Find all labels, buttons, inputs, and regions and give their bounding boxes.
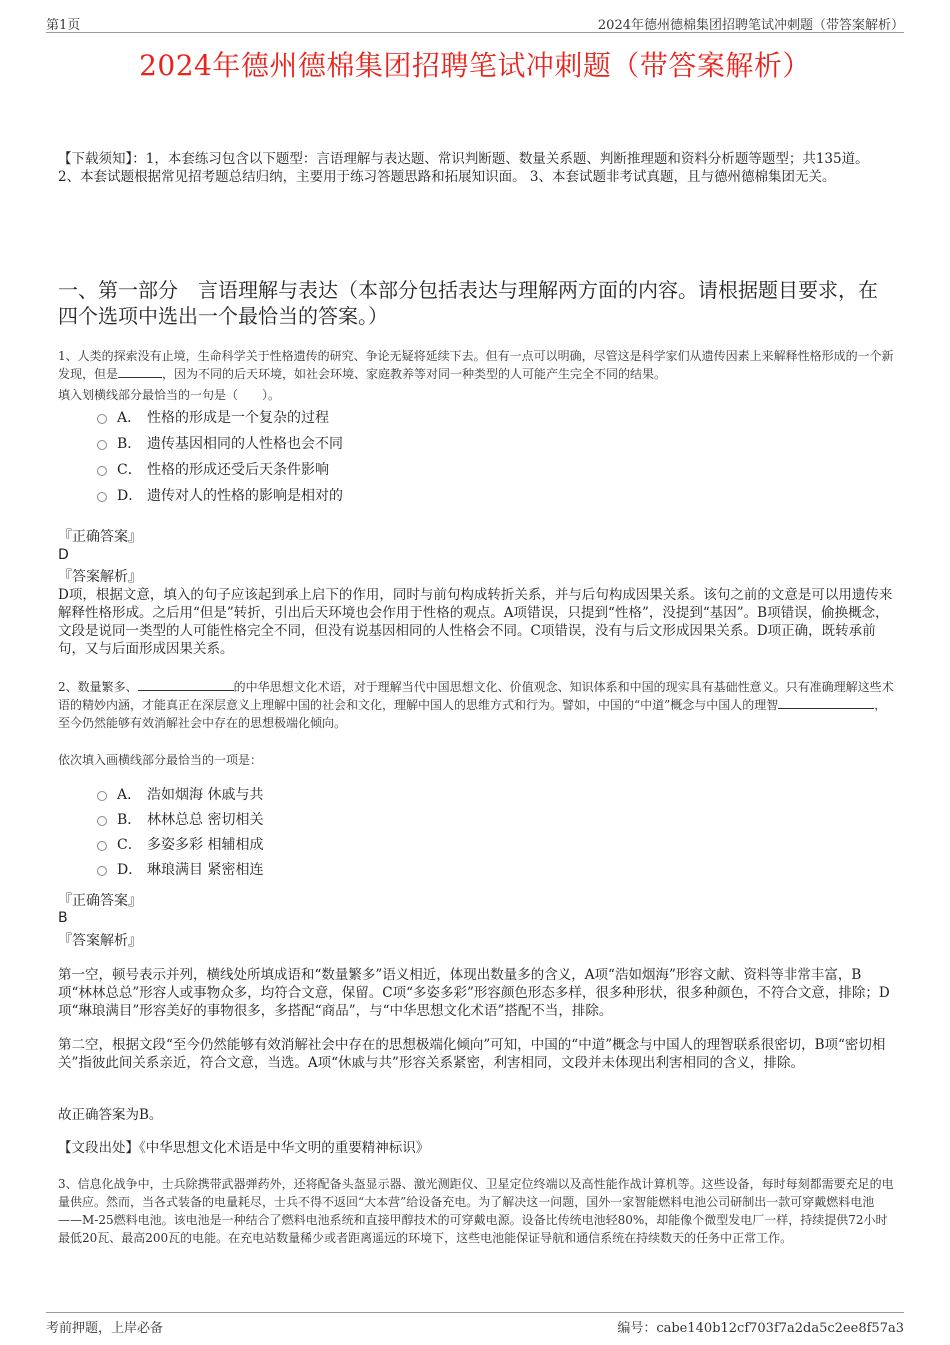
answer-conclusion: 故正确答案为B。 (58, 1107, 163, 1123)
document-title: 2024年德州德棉集团招聘笔试冲刺题（带答案解析） (139, 49, 811, 82)
correct-answer-label: 『正确答案』 (58, 529, 142, 545)
question-3-stem: 3、信息化战争中，士兵除携带武器弹药外，还将配备头盔显示器、激光测距仪、卫星定位终端以及高性能作战计算机等。这些设备，每时每刻都需要充足的电量供应。然而，当各式装备的电量耗尽，士兵不得不返回“大本营”给设备充电。为了解决这一问题，国外一家智能燃料电池公司研制出一款可穿戴燃料电池——M-25燃料电池。该电池是一种结合了燃料电池系统和直接甲醇技术的可穿戴电源。设备比传统电池轻80%，却能像个微型发电厂一样，持续提供72小时最低20瓦、最高200瓦的电能。在充电站数量稀少或者距离遥远的环境下，这些电池能保证导航和通信系统在持续数天的任务中正常工作。 (58, 1177, 894, 1245)
header-doc-title: 2024年德州德棉集团招聘笔试冲刺题（带答案解析） (597, 18, 904, 33)
radio-button-icon[interactable] (97, 414, 107, 424)
question-2-prompt: 依次填入画横线部分最恰当的一项是： (58, 753, 263, 767)
radio-button-icon[interactable] (97, 791, 107, 801)
analysis-label: 『答案解析』 (58, 569, 142, 585)
page-header (46, 12, 904, 33)
section-heading: 一、第一部分 言语理解与表达（本部分包括表达与理解两方面的内容。请根据题目要求，在四个选项中选出一个最恰当的答案。） (58, 278, 878, 328)
radio-button-icon[interactable] (97, 866, 107, 876)
answer-analysis-part-2: 第二空，根据文段“至今仍然能够有效消解社会中存在的思想极端化倾向”可知，中国的“中道”概念与中国人的理智联系很密切，B项“密切相关”指彼此间关系亲近，符合文意，当选。A项“休戚与共”形容关系紧密，利害相同，文段并未体现出利害相同的含义，排除。 (58, 1037, 886, 1071)
radio-button-icon[interactable] (97, 816, 107, 826)
option-d[interactable]: D． 琳琅满目 紧密相连 (97, 858, 263, 883)
answer-blank (778, 696, 874, 709)
question-1-options (97, 405, 343, 509)
option-a[interactable]: A． 性格的形成是一个复杂的过程 (97, 405, 343, 431)
question-1-stem: 1、人类的探索没有止境，生命科学关于性格遗传的研究、争论无疑将延续下去。但有一点可以明确，尽管这是科学家们从遗传因素上来解释性格形成的一个新发现，但是 ，因为不同的后天环境，如社会环境、家庭教养等对同一种类型的人可能产生完全不同的结果。 (58, 349, 894, 381)
correct-answer-label: 『正确答案』 (58, 893, 142, 909)
option-d[interactable]: D． 遗传对人的性格的影响是相对的 (97, 483, 343, 509)
radio-button-icon[interactable] (97, 492, 107, 502)
radio-button-icon[interactable] (97, 466, 107, 476)
answer-analysis: D项，根据文意，填入的句子应该起到承上启下的作用，同时与前句构成转折关系，并与后句构成因果关系。该句之前的文意是可以用遗传来解释性格形成。之后用“但是”转折，引出后天环境也会作用于性格的观点。A项错误，只提到“性格”，没提到“基因”。B项错误，偷换概念，文段是说同一类型的人可能性格完全不同，但没有说基因相同的人性格会不同。C项错误，没有与后文形成因果关系。D项正确，既转承前句，又与后面形成因果关系。 (58, 587, 893, 657)
option-b[interactable]: B． 林林总总 密切相关 (97, 808, 263, 833)
footer-slogan: 考前押题，上岸必备 (46, 1321, 164, 1336)
correct-answer: B (58, 910, 68, 926)
option-c[interactable]: C． 性格的形成还受后天条件影响 (97, 457, 343, 483)
document-id: 编号：cabe140b12cf703f7a2da5c2ee8f57a3 (617, 1321, 904, 1336)
answer-blank (138, 678, 234, 691)
question-2-options (97, 783, 263, 883)
correct-answer: D (58, 547, 69, 563)
radio-button-icon[interactable] (97, 841, 107, 851)
passage-source: 【文段出处】《中华思想文化术语是中华文明的重要精神标识》 (58, 1140, 430, 1156)
page-number: 第1页 (46, 18, 81, 33)
radio-button-icon[interactable] (97, 440, 107, 450)
download-notice: 【下载须知】：1，本套练习包含以下题型：言语理解与表达题、常识判断题、数量关系题、判断推理题和资料分析题等题型；共135道。 2、本套试题根据常见招考题总结归纳，主要用于练习答题思路和拓展知识面。 3、本套试题非考试真题，且与德州德棉集团无关。 (58, 151, 869, 185)
answer-blank (118, 365, 162, 378)
option-b[interactable]: B． 遗传基因相同的人性格也会不同 (97, 431, 343, 457)
question-2-stem: 2、数量繁多、 的中华思想文化术语，对于理解当代中国思想文化、价值观念、知识体系和中国的现实具有基础性意义。只有准确理解这些术语的精妙内涵，才能真正在深层意义上理解中国的社会和文化，理解中国人的思维方式和行为。譬如，中国的“中道”概念与中国人的理智 ，至今仍然能够有效消解社会中存在的思想极端化倾向。 (58, 680, 894, 730)
answer-analysis-part-1: 第一空，顿号表示并列，横线处所填成语和“数量繁多”语义相近，体现出数量多的含义，A项“浩如烟海”形容文献、资料等非常丰富，B项“林林总总”形容人或事物众多，均符合文意，保留。C项“多姿多彩”形容颜色形态多样，很多种形状，很多种颜色，不符合文意，排除；D项“琳琅满目”形容美好的事物很多，多搭配“商品”，与“中华思想文化术语”搭配不当，排除。 (58, 967, 890, 1019)
analysis-label: 『答案解析』 (58, 933, 142, 949)
option-a[interactable]: A． 浩如烟海 休戚与共 (97, 783, 263, 808)
option-c[interactable]: C． 多姿多彩 相辅相成 (97, 833, 263, 858)
question-1-prompt: 填入划横线部分最恰当的一句是（ ）。 (58, 388, 281, 402)
page-footer (46, 1312, 904, 1336)
